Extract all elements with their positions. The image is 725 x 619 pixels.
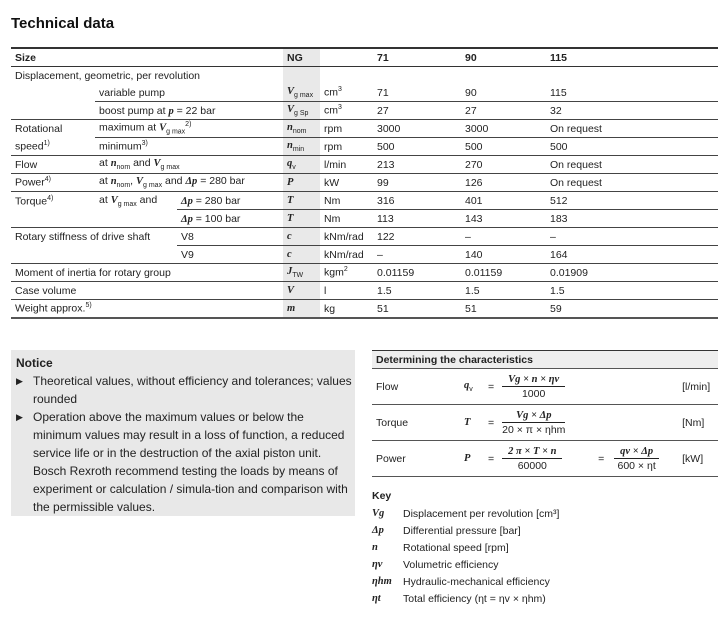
formula-row: Power P = $\frac{2 \pi \times T \times n}{60000}$ = $\frac{qv \times \Delta p}{600 \times \eta t}$ [kW] — [372, 441, 718, 477]
formula-row: Flow $q_v$ = $\frac{Vg \times n \times \eta v}{1000}$ [l/min] — [372, 369, 718, 405]
row-label: variable pump — [95, 84, 283, 102]
key-item: ηhm Hydraulic-mechanical efficiency — [372, 576, 550, 588]
table-row: Torque$^{4)}$ at $V_{g max}$ and Δp = 280 bar T Nm 316 401 512 — [11, 192, 718, 210]
table-row: boost pump at p = 22 bar $V_{g Sp}$ $cm^3$ 27 27 32 — [11, 102, 718, 120]
table-row: Moment of inertia for rotary group $J_{TW}$ kgm$^2$ 0.01159 0.01159 0.01909 — [11, 264, 718, 282]
key-legend — [372, 490, 559, 610]
key-item: Vg Displacement per revolution [cm³] — [372, 508, 560, 520]
size-90: 90 — [461, 48, 546, 67]
triangle-bullet-icon: ▶ — [16, 376, 23, 386]
table-row: Δp = 100 bar T Nm 113 143 183 — [11, 210, 718, 228]
ng-header: NG — [283, 48, 320, 67]
size-71: 71 — [373, 48, 461, 67]
size-header: Size — [11, 48, 283, 67]
key-item: ηv Volumetric efficiency — [372, 559, 499, 571]
table-row: Rotary stiffness of drive shaft V8 c kNm/rad 122 – – — [11, 228, 718, 246]
table-row: V9 c kNm/rad – 140 164 — [11, 246, 718, 264]
table-row: Rotational maximum at $V_{g max}^{2)}$ $n_{nom}$ rpm 3000 3000 On request — [11, 120, 718, 138]
notice-item: ▶ Operation above the maximum values or below the minimum values may result in a loss of function, a reduced service life or in the destruction of the axial piston unit. Bosch Rexroth recommend testing the loads by means of experiment or calculation / simula-tion and comparison with the permissible values. — [16, 410, 348, 514]
key-item: Δp Differential pressure [bar] — [372, 525, 521, 537]
notice-heading: Notice — [16, 356, 53, 370]
notice-item: ▶ Theoretical values, without efficiency and tolerances; values rounded — [16, 374, 352, 406]
size-115: 115 — [546, 48, 718, 67]
key-item: n Rotational speed [rpm] — [372, 542, 509, 554]
row-label: boost pump at p = 22 bar — [95, 102, 283, 120]
table-row — [11, 67, 718, 85]
row-label: Flow — [11, 156, 95, 174]
formula-row: Torque T = $\frac{Vg \times \Delta p}{\text{20 × π × ηhm}}$ [Nm] — [372, 405, 718, 441]
table-row: Case volume V l 1.5 1.5 1.5 — [11, 282, 718, 300]
characteristics-heading: Determining the characteristics — [372, 351, 718, 369]
key-item: ηt Total efficiency (ηt = ηv × ηhm) — [372, 593, 546, 605]
characteristics-table — [372, 350, 718, 477]
table-header-row — [11, 48, 718, 67]
triangle-bullet-icon: ▶ — [16, 412, 23, 422]
page-title: Technical data — [11, 15, 115, 32]
table-row: variable pump $V_{g max}$ $cm^3$ 71 90 115 — [11, 84, 718, 102]
table-row: Power$^{4)}$ at $n_{nom}$, $V_{g max}$ and Δp = 280 bar P kW 99 126 On request — [11, 174, 718, 192]
notice-box — [11, 350, 355, 516]
row-label: Displacement, geometric, per revolution — [15, 69, 201, 82]
key-heading: Key — [372, 490, 392, 502]
table-row: Flow at $n_{nom}$ and $V_{g max}$ $q_v$ l/min 213 270 On request — [11, 156, 718, 174]
table-row: speed$^{1)}$ minimum$^{3)}$ $n_{min}$ rpm 500 500 500 — [11, 138, 718, 156]
row-label: Rotational — [15, 122, 63, 135]
table-row: Weight approx.$^{5)}$ m kg 51 51 59 — [11, 300, 718, 319]
technical-data-table — [11, 47, 718, 319]
